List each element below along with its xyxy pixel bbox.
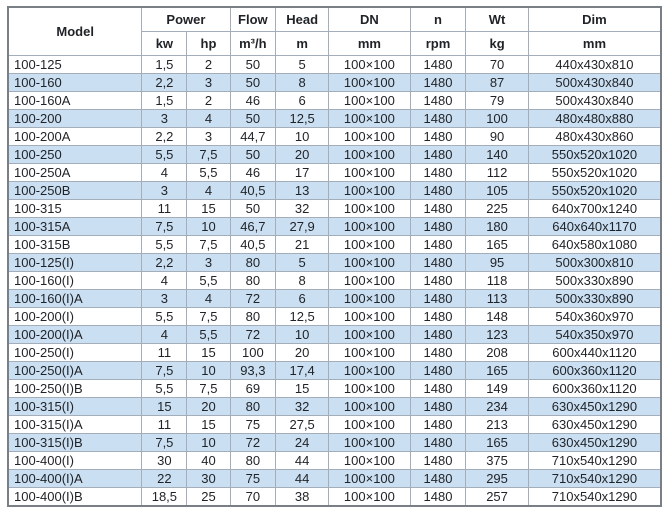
cell-dim: 600x360x1120: [528, 361, 661, 379]
cell-wt: 165: [466, 361, 529, 379]
cell-n: 1480: [410, 433, 466, 451]
cell-model: 100-315(I)B: [8, 433, 142, 451]
cell-kw: 4: [142, 163, 187, 181]
cell-model: 100-315A: [8, 217, 142, 235]
cell-dim: 480x430x860: [528, 127, 661, 145]
cell-dim: 540x360x970: [528, 307, 661, 325]
cell-kw: 1,5: [142, 55, 187, 73]
cell-flow: 72: [230, 433, 276, 451]
cell-head: 12,5: [276, 307, 329, 325]
cell-head: 17,4: [276, 361, 329, 379]
cell-hp: 30: [187, 469, 230, 487]
cell-kw: 2,2: [142, 253, 187, 271]
cell-dn: 100×100: [329, 73, 411, 91]
table-row: [8, 181, 661, 199]
cell-wt: 87: [466, 73, 529, 91]
cell-n: 1480: [410, 451, 466, 469]
column-header-n: n: [410, 7, 466, 31]
cell-n: 1480: [410, 235, 466, 253]
cell-n: 1480: [410, 199, 466, 217]
cell-n: 1480: [410, 163, 466, 181]
cell-dim: 600x360x1120: [528, 379, 661, 397]
table-row: [8, 199, 661, 217]
table-row: [8, 217, 661, 235]
cell-wt: 213: [466, 415, 529, 433]
table-row: [8, 469, 661, 487]
cell-dn: 100×100: [329, 361, 411, 379]
cell-model: 100-160: [8, 73, 142, 91]
cell-flow: 93,3: [230, 361, 276, 379]
cell-wt: 112: [466, 163, 529, 181]
cell-kw: 7,5: [142, 361, 187, 379]
cell-dn: 100×100: [329, 325, 411, 343]
cell-hp: 15: [187, 343, 230, 361]
cell-dn: 100×100: [329, 397, 411, 415]
column-header-wt-unit: kg: [466, 31, 529, 55]
cell-n: 1480: [410, 73, 466, 91]
cell-dim: 500x430x840: [528, 73, 661, 91]
cell-head: 27,5: [276, 415, 329, 433]
cell-dim: 480x480x880: [528, 109, 661, 127]
cell-hp: 4: [187, 109, 230, 127]
cell-dn: 100×100: [329, 109, 411, 127]
cell-flow: 72: [230, 325, 276, 343]
cell-model: 100-315: [8, 199, 142, 217]
cell-hp: 25: [187, 487, 230, 506]
cell-dn: 100×100: [329, 199, 411, 217]
cell-dim: 710x540x1290: [528, 487, 661, 506]
cell-head: 44: [276, 469, 329, 487]
cell-kw: 3: [142, 109, 187, 127]
cell-head: 12,5: [276, 109, 329, 127]
cell-kw: 2,2: [142, 127, 187, 145]
cell-dim: 550x520x1020: [528, 145, 661, 163]
table-row: [8, 451, 661, 469]
cell-model: 100-400(I): [8, 451, 142, 469]
cell-kw: 4: [142, 271, 187, 289]
cell-flow: 75: [230, 415, 276, 433]
cell-wt: 208: [466, 343, 529, 361]
cell-n: 1480: [410, 109, 466, 127]
cell-hp: 7,5: [187, 379, 230, 397]
table-row: [8, 55, 661, 73]
cell-flow: 80: [230, 397, 276, 415]
table-row: [8, 163, 661, 181]
cell-head: 5: [276, 253, 329, 271]
cell-flow: 50: [230, 199, 276, 217]
cell-n: 1480: [410, 361, 466, 379]
cell-model: 100-250(I)A: [8, 361, 142, 379]
cell-dn: 100×100: [329, 469, 411, 487]
cell-kw: 5,5: [142, 379, 187, 397]
cell-dn: 100×100: [329, 91, 411, 109]
cell-wt: 180: [466, 217, 529, 235]
cell-kw: 1,5: [142, 91, 187, 109]
cell-flow: 40,5: [230, 235, 276, 253]
cell-dim: 440x430x810: [528, 55, 661, 73]
cell-dn: 100×100: [329, 379, 411, 397]
cell-hp: 5,5: [187, 325, 230, 343]
cell-head: 32: [276, 397, 329, 415]
cell-hp: 15: [187, 415, 230, 433]
pump-spec-table: [7, 6, 662, 507]
cell-wt: 95: [466, 253, 529, 271]
cell-hp: 3: [187, 73, 230, 91]
cell-kw: 11: [142, 343, 187, 361]
cell-n: 1480: [410, 91, 466, 109]
cell-wt: 148: [466, 307, 529, 325]
cell-model: 100-250A: [8, 163, 142, 181]
cell-head: 10: [276, 325, 329, 343]
cell-dn: 100×100: [329, 307, 411, 325]
cell-model: 100-125(I): [8, 253, 142, 271]
cell-wt: 149: [466, 379, 529, 397]
cell-kw: 15: [142, 397, 187, 415]
cell-wt: 118: [466, 271, 529, 289]
cell-dn: 100×100: [329, 181, 411, 199]
cell-flow: 100: [230, 343, 276, 361]
cell-hp: 2: [187, 55, 230, 73]
cell-model: 100-250B: [8, 181, 142, 199]
column-header-flow-unit: m³/h: [230, 31, 276, 55]
cell-n: 1480: [410, 415, 466, 433]
cell-dn: 100×100: [329, 217, 411, 235]
cell-model: 100-200(I)A: [8, 325, 142, 343]
cell-head: 44: [276, 451, 329, 469]
table-row: [8, 487, 661, 506]
cell-flow: 44,7: [230, 127, 276, 145]
cell-dim: 640x580x1080: [528, 235, 661, 253]
cell-head: 8: [276, 73, 329, 91]
cell-kw: 5,5: [142, 235, 187, 253]
cell-dim: 710x540x1290: [528, 451, 661, 469]
cell-dn: 100×100: [329, 145, 411, 163]
cell-wt: 113: [466, 289, 529, 307]
cell-dim: 630x450x1290: [528, 415, 661, 433]
cell-dn: 100×100: [329, 433, 411, 451]
cell-dn: 100×100: [329, 451, 411, 469]
table-row: [8, 397, 661, 415]
table-row: [8, 343, 661, 361]
cell-dim: 640x700x1240: [528, 199, 661, 217]
cell-flow: 72: [230, 289, 276, 307]
cell-n: 1480: [410, 289, 466, 307]
cell-model: 100-315B: [8, 235, 142, 253]
cell-kw: 3: [142, 181, 187, 199]
cell-hp: 4: [187, 181, 230, 199]
column-header-dn-unit: mm: [329, 31, 411, 55]
cell-head: 17: [276, 163, 329, 181]
cell-kw: 7,5: [142, 217, 187, 235]
cell-kw: 30: [142, 451, 187, 469]
cell-n: 1480: [410, 271, 466, 289]
cell-hp: 5,5: [187, 163, 230, 181]
cell-kw: 18,5: [142, 487, 187, 506]
cell-model: 100-315(I)A: [8, 415, 142, 433]
cell-wt: 234: [466, 397, 529, 415]
cell-hp: 7,5: [187, 235, 230, 253]
cell-model: 100-400(I)A: [8, 469, 142, 487]
cell-n: 1480: [410, 55, 466, 73]
cell-dn: 100×100: [329, 55, 411, 73]
cell-model: 100-160(I): [8, 271, 142, 289]
table-row: [8, 73, 661, 91]
cell-dim: 600x440x1120: [528, 343, 661, 361]
cell-dim: 540x350x970: [528, 325, 661, 343]
cell-hp: 4: [187, 289, 230, 307]
cell-dn: 100×100: [329, 235, 411, 253]
column-header-dim: Dim: [528, 7, 661, 31]
cell-head: 8: [276, 271, 329, 289]
cell-kw: 11: [142, 415, 187, 433]
cell-head: 5: [276, 55, 329, 73]
cell-n: 1480: [410, 379, 466, 397]
cell-head: 21: [276, 235, 329, 253]
cell-flow: 46: [230, 163, 276, 181]
cell-kw: 3: [142, 289, 187, 307]
column-header-hp: hp: [187, 31, 230, 55]
column-header-n-unit: rpm: [410, 31, 466, 55]
cell-dn: 100×100: [329, 127, 411, 145]
cell-dim: 500x300x810: [528, 253, 661, 271]
column-header-head-unit: m: [276, 31, 329, 55]
column-header-dn: DN: [329, 7, 411, 31]
table-row: [8, 415, 661, 433]
table-row: [8, 109, 661, 127]
cell-dim: 630x450x1290: [528, 397, 661, 415]
table-row: [8, 361, 661, 379]
cell-wt: 140: [466, 145, 529, 163]
cell-hp: 15: [187, 199, 230, 217]
cell-hp: 7,5: [187, 145, 230, 163]
table-row: [8, 145, 661, 163]
column-header-kw: kw: [142, 31, 187, 55]
cell-flow: 70: [230, 487, 276, 506]
cell-n: 1480: [410, 397, 466, 415]
cell-dn: 100×100: [329, 289, 411, 307]
cell-flow: 80: [230, 451, 276, 469]
cell-kw: 11: [142, 199, 187, 217]
table-header: [8, 7, 661, 55]
cell-hp: 10: [187, 361, 230, 379]
cell-model: 100-160(I)A: [8, 289, 142, 307]
cell-hp: 10: [187, 433, 230, 451]
cell-head: 20: [276, 145, 329, 163]
cell-head: 6: [276, 91, 329, 109]
cell-flow: 80: [230, 307, 276, 325]
cell-hp: 7,5: [187, 307, 230, 325]
cell-model: 100-315(I): [8, 397, 142, 415]
table-row: [8, 289, 661, 307]
cell-n: 1480: [410, 181, 466, 199]
table-row: [8, 127, 661, 145]
cell-head: 27,9: [276, 217, 329, 235]
cell-dn: 100×100: [329, 163, 411, 181]
cell-dim: 550x520x1020: [528, 181, 661, 199]
table-row: [8, 91, 661, 109]
cell-head: 32: [276, 199, 329, 217]
cell-wt: 375: [466, 451, 529, 469]
header-row-labels: [8, 7, 661, 31]
cell-head: 24: [276, 433, 329, 451]
column-header-dim-unit: mm: [528, 31, 661, 55]
cell-model: 100-250(I): [8, 343, 142, 361]
cell-flow: 50: [230, 55, 276, 73]
cell-wt: 105: [466, 181, 529, 199]
cell-flow: 69: [230, 379, 276, 397]
cell-kw: 5,5: [142, 307, 187, 325]
cell-flow: 46: [230, 91, 276, 109]
cell-model: 100-200: [8, 109, 142, 127]
cell-dn: 100×100: [329, 343, 411, 361]
cell-dim: 640x640x1170: [528, 217, 661, 235]
cell-n: 1480: [410, 469, 466, 487]
cell-wt: 70: [466, 55, 529, 73]
cell-dn: 100×100: [329, 271, 411, 289]
cell-dim: 500x330x890: [528, 289, 661, 307]
cell-flow: 50: [230, 145, 276, 163]
cell-wt: 165: [466, 433, 529, 451]
cell-hp: 40: [187, 451, 230, 469]
cell-kw: 7,5: [142, 433, 187, 451]
cell-n: 1480: [410, 145, 466, 163]
cell-kw: 5,5: [142, 145, 187, 163]
cell-kw: 22: [142, 469, 187, 487]
cell-head: 20: [276, 343, 329, 361]
cell-wt: 257: [466, 487, 529, 506]
table-body: [8, 55, 661, 506]
cell-wt: 90: [466, 127, 529, 145]
table-row: [8, 253, 661, 271]
cell-hp: 3: [187, 127, 230, 145]
cell-wt: 165: [466, 235, 529, 253]
cell-head: 10: [276, 127, 329, 145]
cell-kw: 4: [142, 325, 187, 343]
cell-flow: 75: [230, 469, 276, 487]
table-row: [8, 433, 661, 451]
cell-wt: 225: [466, 199, 529, 217]
table-row: [8, 307, 661, 325]
cell-model: 100-250: [8, 145, 142, 163]
column-header-head: Head: [276, 7, 329, 31]
cell-wt: 123: [466, 325, 529, 343]
table-row: [8, 271, 661, 289]
cell-model: 100-200A: [8, 127, 142, 145]
cell-dim: 710x540x1290: [528, 469, 661, 487]
cell-flow: 40,5: [230, 181, 276, 199]
cell-dim: 500x430x840: [528, 91, 661, 109]
cell-hp: 3: [187, 253, 230, 271]
table-row: [8, 379, 661, 397]
cell-kw: 2,2: [142, 73, 187, 91]
cell-hp: 5,5: [187, 271, 230, 289]
cell-hp: 2: [187, 91, 230, 109]
cell-flow: 80: [230, 253, 276, 271]
cell-n: 1480: [410, 343, 466, 361]
cell-wt: 79: [466, 91, 529, 109]
cell-n: 1480: [410, 253, 466, 271]
column-header-wt: Wt: [466, 7, 529, 31]
cell-flow: 46,7: [230, 217, 276, 235]
cell-model: 100-125: [8, 55, 142, 73]
cell-model: 100-160A: [8, 91, 142, 109]
cell-head: 6: [276, 289, 329, 307]
cell-n: 1480: [410, 127, 466, 145]
cell-head: 38: [276, 487, 329, 506]
column-header-power-group: Power: [142, 7, 230, 31]
cell-hp: 10: [187, 217, 230, 235]
cell-n: 1480: [410, 217, 466, 235]
cell-dn: 100×100: [329, 487, 411, 506]
cell-wt: 100: [466, 109, 529, 127]
cell-flow: 50: [230, 109, 276, 127]
cell-wt: 295: [466, 469, 529, 487]
cell-dn: 100×100: [329, 253, 411, 271]
table-row: [8, 325, 661, 343]
cell-dn: 100×100: [329, 415, 411, 433]
table-row: [8, 235, 661, 253]
column-header-model: Model: [8, 7, 142, 55]
cell-n: 1480: [410, 325, 466, 343]
cell-dim: 500x330x890: [528, 271, 661, 289]
cell-hp: 20: [187, 397, 230, 415]
cell-dim: 550x520x1020: [528, 163, 661, 181]
cell-n: 1480: [410, 487, 466, 506]
cell-n: 1480: [410, 307, 466, 325]
cell-model: 100-250(I)B: [8, 379, 142, 397]
cell-flow: 80: [230, 271, 276, 289]
column-header-flow: Flow: [230, 7, 276, 31]
cell-model: 100-200(I): [8, 307, 142, 325]
cell-head: 15: [276, 379, 329, 397]
cell-head: 13: [276, 181, 329, 199]
cell-model: 100-400(I)B: [8, 487, 142, 506]
cell-flow: 50: [230, 73, 276, 91]
cell-dim: 630x450x1290: [528, 433, 661, 451]
